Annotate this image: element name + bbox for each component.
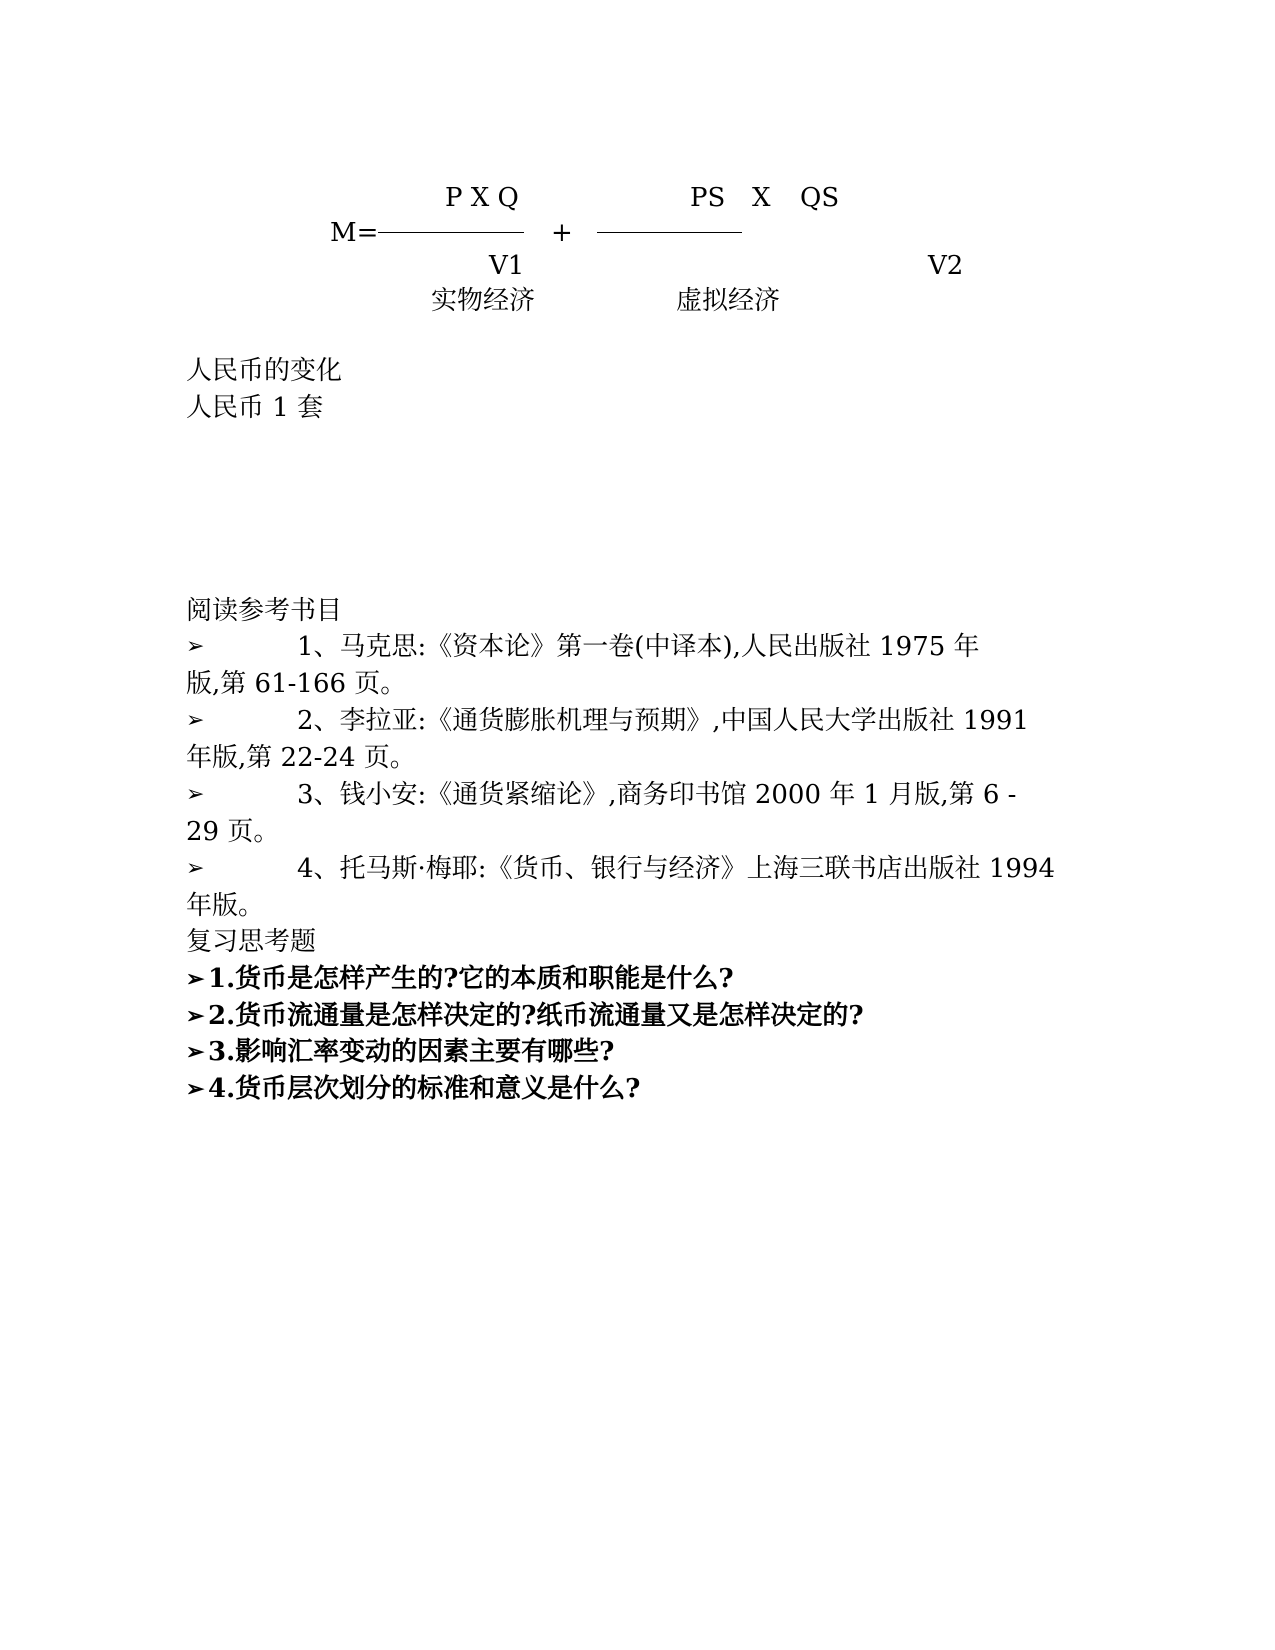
formula-denominator-1: V1: [489, 251, 525, 281]
review-question-3: 3.影响汇率变动的因素主要有哪些?: [208, 1037, 615, 1067]
review-question-4: 4.货币层次划分的标准和意义是什么?: [208, 1074, 641, 1104]
formula-plus: +: [551, 218, 573, 248]
bullet-arrow-icon: ➢: [186, 1076, 205, 1102]
reading-item-2-line-1: 2、李拉亚:《通货膨胀机理与预期》,中国人民大学出版社 1991: [297, 706, 1029, 736]
review-heading: 复习思考题: [186, 927, 317, 957]
review-question-1: 1.货币是怎样产生的?它的本质和职能是什么?: [208, 964, 734, 994]
bullet-arrow-icon: ➢: [186, 1003, 205, 1029]
reading-item-2-line-2: 年版,第 22-24 页。: [186, 743, 416, 773]
reading-item-3-line-2: 29 页。: [186, 817, 280, 847]
formula-lhs: M=: [330, 218, 379, 248]
formula-label-virtual-economy: 虚拟经济: [676, 286, 781, 316]
reading-item-1-line-2: 版,第 61-166 页。: [186, 669, 407, 699]
formula-denominator-2: V2: [928, 251, 964, 281]
fraction-bar-2: [597, 232, 742, 233]
reading-item-4-line-2: 年版。: [186, 891, 265, 921]
formula-label-real-economy: 实物经济: [431, 286, 536, 316]
bullet-arrow-icon: ➢: [186, 1039, 205, 1065]
formula-numerator-2-p: PS: [690, 183, 726, 213]
reading-heading: 阅读参考书目: [186, 596, 343, 626]
rmb-line-1: 人民币的变化: [186, 356, 343, 386]
bullet-arrow-icon: ➢: [186, 856, 205, 881]
bullet-arrow-icon: ➢: [186, 634, 205, 659]
review-question-2: 2.货币流通量是怎样决定的?纸币流通量又是怎样决定的?: [208, 1001, 864, 1031]
bullet-arrow-icon: ➢: [186, 966, 205, 992]
formula-numerator-2-q: QS: [800, 183, 840, 213]
fraction-bar-1: [378, 232, 524, 233]
formula-numerator-1: P X Q: [445, 183, 519, 213]
rmb-line-2: 人民币 1 套: [186, 393, 324, 423]
formula-numerator-2-x: X: [752, 183, 771, 213]
bullet-arrow-icon: ➢: [186, 708, 205, 733]
bullet-arrow-icon: ➢: [186, 782, 205, 807]
reading-item-4-line-1: 4、托马斯·梅耶:《货币、银行与经济》上海三联书店出版社 1994: [297, 854, 1055, 884]
reading-item-1-line-1: 1、马克思:《资本论》第一卷(中译本),人民出版社 1975 年: [297, 632, 980, 662]
reading-item-3-line-1: 3、钱小安:《通货紧缩论》,商务印书馆 2000 年 1 月版,第 6 -: [297, 780, 1017, 810]
